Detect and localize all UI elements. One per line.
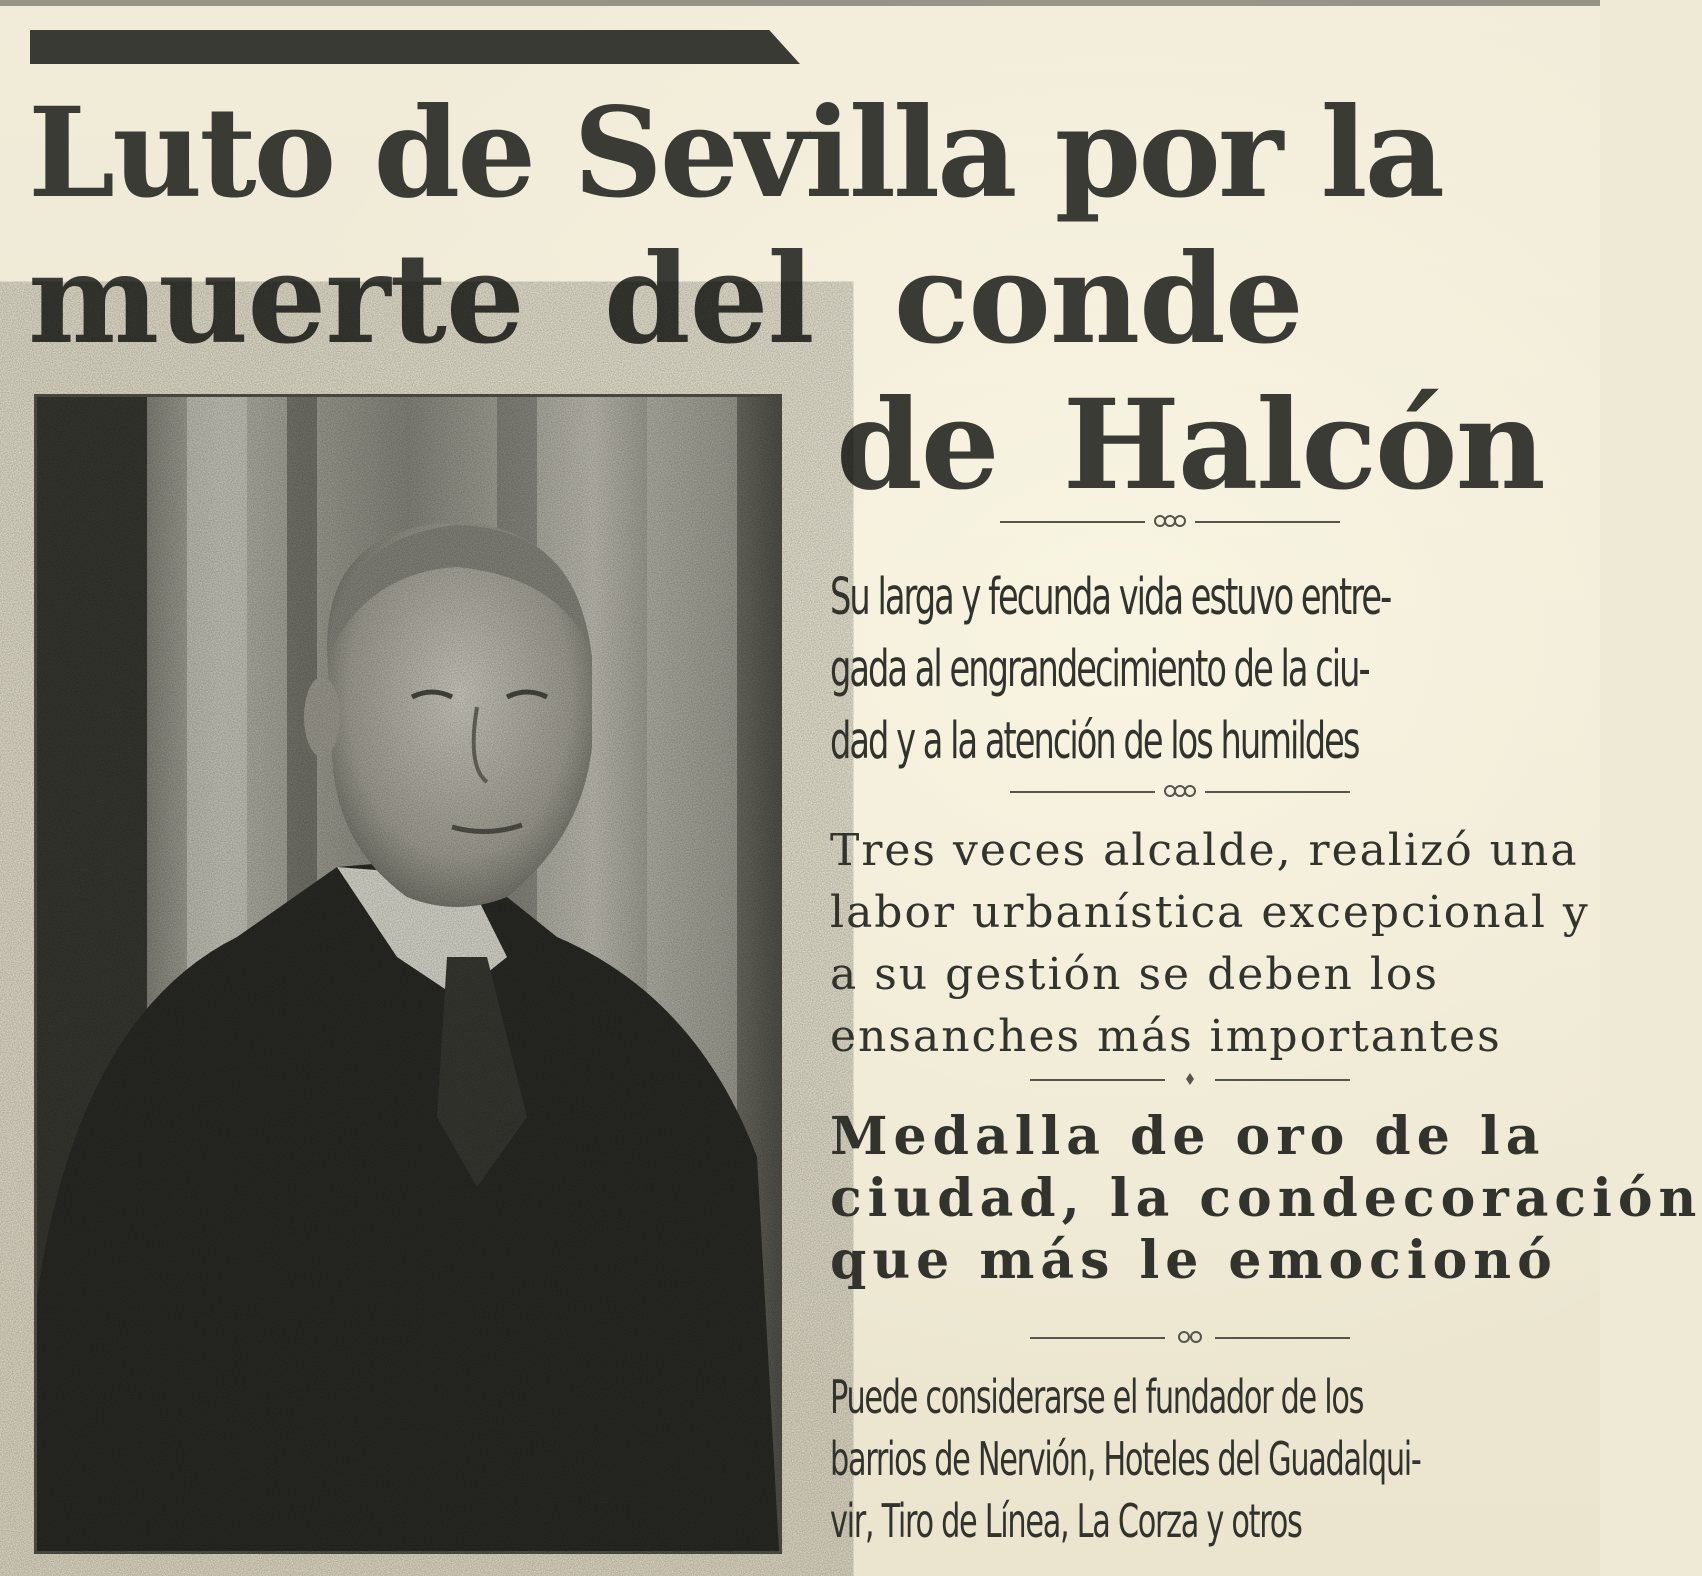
deck-subheading-1: [830, 562, 1390, 778]
ornament-divider-2: [1010, 782, 1350, 802]
deck-3-line: Medalla de oro de la: [830, 1106, 1546, 1167]
ornament-divider-4: [1030, 1328, 1350, 1348]
deck-4-line: vir, Tiro de Línea, La Corza y otros: [830, 1494, 1302, 1548]
deck-subheading-2: [830, 820, 1590, 1068]
deck-1-line: Su larga y fecunda vida estuvo entre-: [830, 568, 1391, 627]
ornament-divider-3: [1030, 1070, 1350, 1090]
headline-line-3: de Halcón: [836, 373, 1544, 518]
deck-1-line: gada al engrandecimiento de la ciu-: [830, 640, 1369, 699]
top-border-rule: [0, 0, 1600, 6]
deck-3-line: que más le emocionó: [830, 1230, 1558, 1291]
headline-line-2: muerte del conde: [28, 227, 1303, 372]
deck-2-line: Tres veces alcalde, realizó una: [830, 825, 1579, 876]
deck-subheading-4: [830, 1366, 1421, 1552]
deck-4-line: Puede considerarse el fundador de los: [830, 1370, 1364, 1424]
section-banner-bar: [30, 30, 800, 64]
deck-3-line: ciudad, la condecoración: [830, 1168, 1702, 1229]
portrait-photo-image: [37, 397, 779, 1551]
deck-1-line: dad y a la atención de los humildes: [830, 712, 1359, 771]
ornament-divider-1: [1000, 512, 1340, 532]
headline-line-1: Luto de Sevilla por la: [28, 81, 1442, 226]
deck-2-line: ensanches más importantes: [830, 1011, 1502, 1062]
deck-4-line: barrios de Nervión, Hoteles del Guadalqui-: [830, 1432, 1421, 1486]
deck-subheading-3: [830, 1106, 1702, 1292]
deck-2-line: a su gestión se deben los: [830, 949, 1439, 1000]
portrait-photo: [34, 394, 782, 1554]
deck-2-line: labor urbanística excepcional y: [830, 887, 1590, 938]
